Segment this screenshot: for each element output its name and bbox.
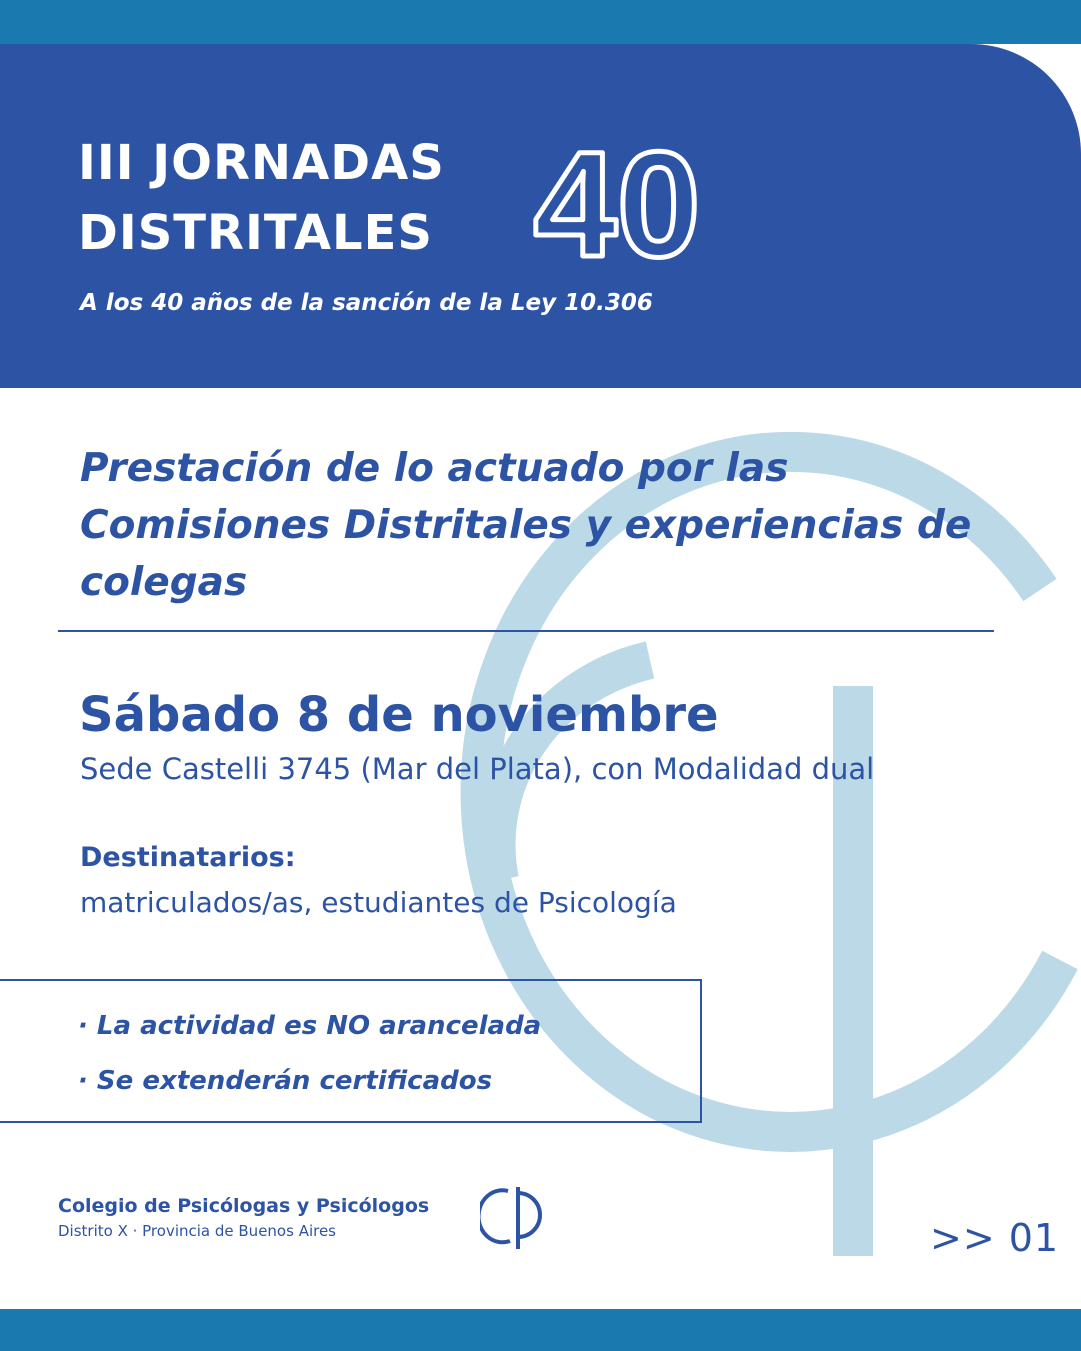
organization-subtitle: Distrito X · Provincia de Buenos Aires (58, 1222, 336, 1240)
recipients-value: matriculados/as, estudiantes de Psicología (80, 886, 677, 919)
event-venue: Sede Castelli 3745 (Mar del Plata), con Modalidad dual (80, 752, 875, 786)
bottom-accent-strip (0, 1309, 1081, 1351)
event-title-line-2: DISTRITALES (78, 205, 433, 261)
event-title-line-1: III JORNADAS (78, 135, 445, 191)
notes-box (0, 979, 702, 1123)
badge-number: 40 (533, 128, 701, 268)
cp-logo-icon (480, 1183, 556, 1251)
main-heading: Prestación de lo actuado por las Comisiones Distritales y experiencias de colegas (80, 446, 972, 605)
organization-name: Colegio de Psicólogas y Psicólogos (58, 1195, 430, 1217)
recipients-label: Destinatarios: (80, 842, 296, 873)
page-indicator: >> 01 (930, 1216, 1060, 1260)
event-subtitle: A los 40 años de la sanción de la Ley 10.306 (80, 290, 653, 316)
divider (58, 630, 994, 632)
note-item: · Se extenderán certificados (78, 1066, 493, 1096)
note-item: · La actividad es NO arancelada (78, 1011, 542, 1041)
event-date: Sábado 8 de noviembre (79, 687, 719, 743)
